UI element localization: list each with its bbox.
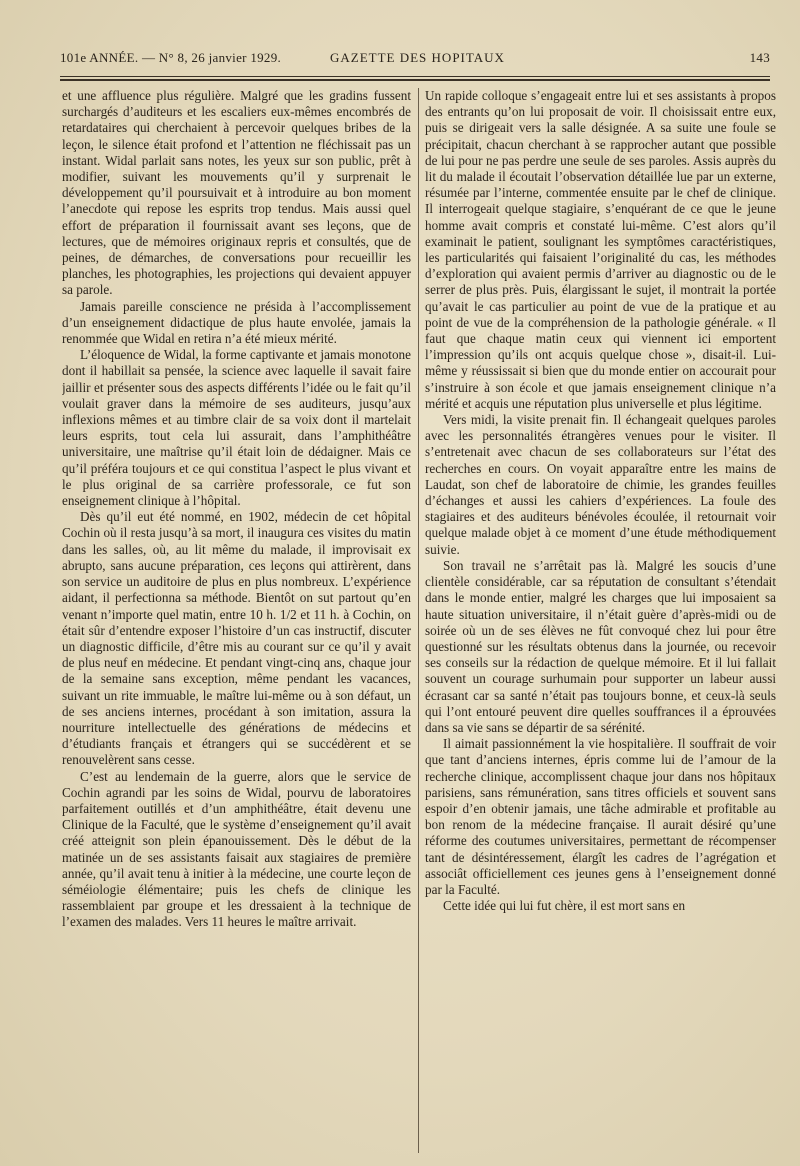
paragraph: Dès qu’il eut été nommé, en 1902, médecin de cet hôpital Cochin où il resta jusqu’à sa mort, il inaugura ces visites du matin dans les salles, où, au lit même du malade, il improvisait ex abrupto, sans aucune préparation, ces leçons qui attirèrent, dans son service un auditoire de plus en plus nombreux. L’expérience aidant, il perfectionna sa méthode. Bientôt on sut partout qu’en venant n’importe quel matin, entre 10 h. 1/2 et 11 h. à Cochin, on était sûr d’entendre exposer l’histoire d’un cas instructif, discuter un diagnostic difficile, d’être mis au courant sur ce qu’il y avait de plus neuf en médecine. Et pendant vingt-cinq ans, chaque jour de la semaine sans exception, même pendant les vacances, suivant un rite immuable, le maître lui-même ou à son défaut, un de ses anciens internes, procédant à son imitation, assura la nourriture intellectuelle des générations de médecins et d’étudiants français et étrangers qui se succédèrent et se renouvelèrent sans cesse. [62, 509, 411, 768]
journal-title: GAZETTE DES HOPITAUX [330, 50, 505, 65]
issue-line: 101e ANNÉE. — N° 8, 26 janvier 1929. [60, 50, 282, 65]
page-header [60, 50, 770, 72]
paragraph: C’est au lendemain de la guerre, alors que le service de Cochin agrandi par les soins de Widal, pourvu de laboratoires parfaitement outillés et d’un amphithéâtre, était devenu une Clinique de la Faculté, que le système d’enseignement qu’il avait créé atteignit son plein épanouissement. Dès le début de la matinée un de ses assistants faisait aux stagiaires de première année, qu’il avait tenu à initier à la médecine, une courte leçon de séméiologie élémentaire; puis les chefs de clinique les rassemblaient par groupe et les dressaient à la technique de l’examen des malades. Vers 11 heures le maître arrivait. [62, 768, 411, 930]
header-rule-thin [60, 76, 770, 77]
page-number: 143 [749, 50, 770, 65]
column-divider [418, 88, 419, 1153]
paragraph: et une affluence plus régulière. Malgré que les gradins fussent surchargés d’auditeurs et les escaliers eux-mêmes encombrés de retardataires qui cherchaient à percevoir quelques bribes de la leçon, le silence était profond et l’attention ne fléchissait pas un instant. Widal parlait sans notes, les yeux sur son public, prêt à modifier, suivant les mouvements qu’il y surprenait le développement qu’il poursuivait et à introduire au bon moment l’anecdote qui repose les esprits trop tendus. Mais aussi quel effort de préparation il fournissait avant ses leçons, que de lectures, que de mémoires originaux repris et consultés, que de peines, de démarches, de conversations pour recueillir les planches, les photographies, les projections qui devaient appuyer sa parole. [62, 88, 411, 298]
right-column [425, 88, 776, 1153]
paragraph: L’éloquence de Widal, la forme captivante et jamais monotone dont il habillait sa pensée, la science avec laquelle il savait faire jaillir et présenter sous des aspects différents l’idée ou le fait qu’il voulait graver dans la mémoire de ses auditeurs, jusqu’aux inflexions mêmes et au timbre clair de sa voix dont il martelait leurs esprits, tout cela lui assurait, dans l’amphithéâtre universitaire, une maîtrise qu’il était loin de dédaigner. Mais ce qu’il préféra toujours et ce qui constitua l’aspect le plus vivant et le plus original de sa carrière professorale, ce fut son enseignement clinique à l’hôpital. [62, 347, 411, 509]
paragraph: Cette idée qui lui fut chère, il est mort sans en [443, 898, 686, 914]
paragraph: Un rapide colloque s’engageait entre lui et ses assistants à propos des entrants qu’on lui proposait de voir. Il choisissait entre eux, puis se dirigeait vers la salle désignée. A sa suite une foule se précipitait, chacun cherchant à se rapprocher autant que possible de lui pour ne pas perdre une seule de ses paroles. Assis auprès du lit du malade il écoutait l’observation détaillée lue par un externe, résumée par l’interne, commentée ensuite par le chef de clinique. Il interrogeait quelque stagiaire, s’enquérant de ce que le jeune homme avait compris et constaté lui-même. C’est alors qu’il examinait le patient, soulignant les symptômes caractéristiques, les particularités qui faisaient l’originalité du cas, les méthodes d’exploration qui avaient permis d’arriver au diagnostic ou de le serrer de plus près. Puis, élargissant le sujet, il montrait la portée qu’avait le cas particulier au point de vue de la pratique et au point de vue de la compréhension de la pathologie générale. « Il faut que chaque matin ceux qui viennent ici emportent l’impression qu’ils ont acquis quelque chose », disait-il. Lui-même y réussissait si bien que du monde entier on accourait pour s’instruire à son école et que jamais enseignement clinique n’a mérité et acquis une réputation plus universelle et plus légitime. [425, 88, 776, 411]
paragraph: Jamais pareille conscience ne présida à l’accomplissement d’un enseignement didactique de plus haute envolée, jamais la renommée que Widal en retira n’a été mieux mérité. [62, 298, 411, 347]
left-column [62, 88, 411, 1153]
paragraph: Vers midi, la visite prenait fin. Il échangeait quelques paroles avec les personnalités étrangères venues pour le visiter. Il s’entretenait avec chacun de ses collaborateurs sur l’état des recherches en cours. On voyait apparaître entre les mains de Laudat, son chef de laboratoire de chimie, les grandes feuilles d’échanges et aussi les cahiers d’expériences. La foule des stagiaires et des auditeurs bénévoles écoulée, il retournait voir quelque malade objet à ce moment d’une étude méthodiquement suivie. [425, 412, 776, 557]
paragraph: Son travail ne s’arrêtait pas là. Malgré les soucis d’une clientèle considérable, car sa réputation de consultant s’étendait dans le monde entier, malgré les charges que lui imposaient sa haute situation universitaire, il n’était guère d’après-midi ou de soirée où un de ses élèves ne fût convoqué chez lui pour être questionné sur les résultats obtenus dans la journée, ou recevoir ses conseils sur la rédaction de quelque mémoire. Et il lui fallait souvent un courage surhumain pour supporter un labeur aussi écrasant car sa santé n’était pas toujours bonne, et ceux-là seuls qui l’ont entouré peuvent dire quelles souffrances il a éprouvées dans sa vie sans se départir de sa sérénité. [425, 557, 776, 735]
header-rule-thick [60, 79, 770, 81]
paragraph: Il aimait passionnément la vie hospitalière. Il souffrait de voir que tant d’anciens internes, épris comme lui de l’amour de la recherche clinique, accomplissent chaque jour dans nos hôpitaux parisiens, sans rémunération, sans titres officiels et souvent sans espoir d’en obtenir jamais, une tâche admirable et profitable au bon renom de la médecine française. Il aurait désiré qu’une réforme des coutumes universitaires, permettant de récompenser tant de désintéressement, élargît les cadres de l’agrégation et associât officiellement ces jeunes gens à l’enseignement donné par la Faculté. [425, 736, 776, 897]
